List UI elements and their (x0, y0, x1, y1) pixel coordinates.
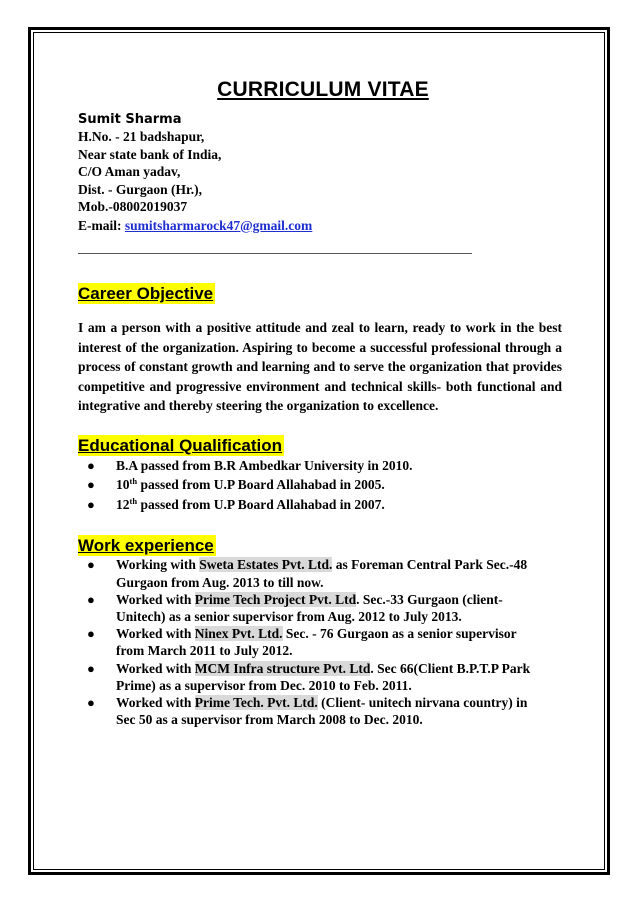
address-line-4: Dist. - Gurgaon (Hr.), (78, 181, 202, 197)
career-objective-text: I am a person with a positive attitude and zeal to learn, ready to work in the best interest of the organization. Aspiring to become a successful professional through a process of constant growth and learning and to serve the organization that provides competitive and progressive environment and technical skills- both functional and integrative and thereby steering the organization to excellence. (78, 320, 562, 414)
company-name: Ninex Pvt. Ltd. (194, 626, 283, 642)
address-line-3: C/O Aman yadav, (78, 164, 181, 179)
list-item: ● Worked with Ninex Pvt. Ltd. Sec. - 76 Gurgaon as a senior supervisor from March 2011 to July 2012. (87, 626, 517, 659)
bullet-icon: ● (87, 626, 95, 642)
list-item: ● Worked with Prime Tech. Pvt. Ltd. (Client- unitech nirvana country) in Sec 50 as a supervisor from March 2008 to Dec. 2010. (87, 695, 528, 728)
company-name: Prime Tech Project Pvt. Ltd (194, 591, 357, 607)
email-label: E-mail: (78, 217, 122, 233)
work-experience-heading: Work experience (78, 536, 214, 556)
education-list (78, 456, 562, 515)
company-name: MCM Infra structure Pvt. Ltd (194, 660, 371, 676)
bullet-icon: ● (87, 477, 95, 493)
candidate-name: Sumit Sharma (78, 112, 182, 127)
bullet-icon: ● (87, 660, 95, 676)
company-name: Prime Tech. Pvt. Ltd. (194, 695, 318, 711)
resume-body (78, 78, 562, 729)
education-heading: Educational Qualification (78, 435, 283, 455)
mobile-number: Mob.-08002019037 (78, 199, 188, 214)
email-link[interactable]: sumitsharmarock47@gmail.com (124, 217, 313, 233)
list-item: ● 10th passed from U.P Board Allahabad in 2005. (78, 475, 562, 495)
bullet-icon: ● (87, 496, 95, 512)
bullet-icon: ● (87, 695, 95, 711)
work-experience-list (78, 556, 546, 728)
divider (78, 253, 472, 254)
email-row (78, 217, 562, 235)
list-item: ● Working with Sweta Estates Pvt. Ltd. as Foreman Central Park Sec.-48 Gurgaon from Aug. 2013 to till now. (87, 557, 528, 590)
bullet-icon: ● (87, 457, 95, 473)
list-item: ● 12th passed from U.P Board Allahabad in 2007. (78, 495, 562, 515)
bullet-icon: ● (87, 557, 95, 573)
bullet-icon: ● (87, 591, 95, 607)
career-objective-heading: Career Objective (78, 284, 214, 303)
list-item: ● B.A passed from B.R Ambedkar University in 2010. (78, 456, 562, 476)
address-line-2: Near state bank of India, (78, 146, 222, 162)
list-item: ● Worked with MCM Infra structure Pvt. Ltd. Sec 66(Client B.P.T.P Park Prime) as a supervisor from Dec. 2010 to Feb. 2011. (87, 660, 531, 693)
company-name: Sweta Estates Pvt. Ltd. (199, 557, 333, 573)
address-line-1: H.No. - 21 badshapur, (78, 129, 205, 144)
list-item: ● Worked with Prime Tech Project Pvt. Ltd. Sec.-33 Gurgaon (client-Unitech) as a senior supervisor from Aug. 2012 to July 2013. (87, 591, 503, 625)
page-title: CURRICULUM VITAE (217, 78, 429, 101)
